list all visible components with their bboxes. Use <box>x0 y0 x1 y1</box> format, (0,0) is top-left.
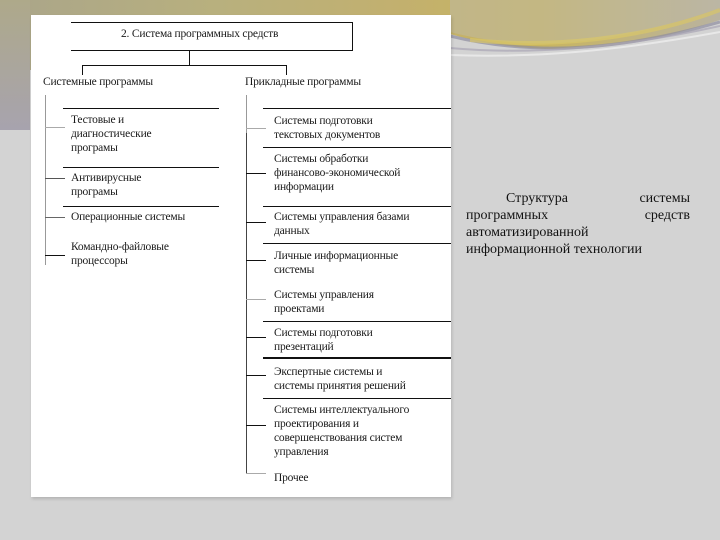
item-line: системы <box>274 264 315 276</box>
branch-left-connector <box>82 65 83 75</box>
separator <box>263 147 451 148</box>
item-line: управления <box>274 446 329 458</box>
branch-right-connector <box>286 65 287 75</box>
item-line: Системы управления базами <box>274 211 410 223</box>
separator <box>63 206 219 207</box>
separator <box>263 398 451 399</box>
separator <box>263 321 451 322</box>
tick <box>246 425 266 426</box>
item-line: Командно-файловые <box>71 241 169 253</box>
item-line: Экспертные системы и <box>274 366 383 378</box>
tick <box>246 260 266 261</box>
item-line: Системы обработки <box>274 153 369 165</box>
item-line: Системы управления <box>274 289 374 301</box>
branch-system-title: Системные программы <box>43 76 153 88</box>
item-line: Тестовые и <box>71 114 124 126</box>
tick <box>246 299 266 300</box>
item-line: проектами <box>274 303 325 315</box>
caption-word: средств <box>644 208 690 223</box>
item-line: проектирования и <box>274 418 359 430</box>
caption-line-4: информационной технологии <box>466 242 642 257</box>
branch-connector <box>82 65 287 66</box>
left-spine <box>45 95 46 265</box>
item-line: Антивирусные <box>71 172 142 184</box>
item-line: Прочее <box>274 472 309 484</box>
item-line: финансово-экономической <box>274 167 401 179</box>
branch-applied-title: Прикладные программы <box>245 76 361 88</box>
item-line: програмы <box>71 186 118 198</box>
tick <box>246 128 266 129</box>
slide-caption <box>466 190 690 258</box>
item-line: совершенствования систем <box>274 432 403 444</box>
item-line: Личные информационные <box>274 250 398 262</box>
item-line: информации <box>274 181 334 193</box>
item-line: Системы интеллектуального <box>274 404 410 416</box>
caption-word: программных <box>466 208 549 223</box>
caption-word: системы <box>639 191 690 206</box>
tick <box>45 178 65 179</box>
item-line: Системы подготовки <box>274 115 373 127</box>
tick <box>246 222 266 223</box>
tick <box>246 375 266 376</box>
tick <box>45 217 65 218</box>
tick <box>246 473 266 474</box>
separator <box>263 108 451 109</box>
caption-word: Структура <box>506 191 569 206</box>
caption-line-3: автоматизированной <box>466 225 589 240</box>
tick <box>45 127 65 128</box>
item-line: процессоры <box>71 255 128 267</box>
item-line: презентаций <box>274 341 334 353</box>
item-line: системы принятия решений <box>274 380 406 392</box>
separator <box>63 108 219 109</box>
caption-line-1 <box>466 190 690 207</box>
root-title: 2. Система программных средств <box>121 28 279 40</box>
item-line: диагностические <box>71 128 152 140</box>
decorative-left-strip <box>0 0 30 130</box>
diagram-image <box>31 15 451 497</box>
item-line: текстовых документов <box>274 129 381 141</box>
separator <box>263 357 451 359</box>
caption-line-2 <box>466 207 690 224</box>
root-box-right <box>352 22 353 51</box>
root-connector <box>189 51 190 65</box>
item-line: Системы подготовки <box>274 327 373 339</box>
root-box-top <box>71 22 352 23</box>
separator <box>63 167 219 168</box>
tick <box>246 337 266 338</box>
item-line: програмы <box>71 142 118 154</box>
item-line: данных <box>274 225 310 237</box>
item-line: Операционные системы <box>71 211 185 223</box>
separator <box>263 206 451 207</box>
root-box-bottom <box>71 50 353 51</box>
right-spine <box>246 133 247 473</box>
separator <box>263 243 451 244</box>
tick <box>246 173 266 174</box>
tick <box>45 255 65 256</box>
